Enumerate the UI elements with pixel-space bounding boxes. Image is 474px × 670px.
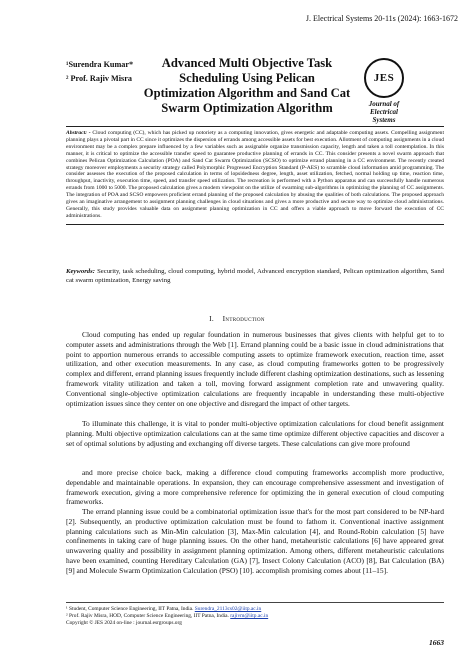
- keywords-paragraph: [66, 268, 444, 285]
- abstract-label: Abstract: -: [66, 130, 91, 136]
- section-title: Introduction: [222, 314, 265, 323]
- logo-line-1: Journal of: [368, 100, 400, 108]
- logo-line-2: Electrical: [370, 108, 398, 116]
- paper-title: Advanced Multi Objective Task Scheduling Using Pelican Optimization Algorithm and Sand Cat Swarm Optimization Algorithm: [143, 56, 351, 115]
- body-paragraph: The errand planning issue could be a combinatorial optimization issue that's for the most part considered to be NP-hard [2]. Subsequently, an productive optimization calculation must be found to fathom it. Conventional inactive assignment planning calculations such as Min-Min calculation [3], Max-Min calculation [4], and Round-Robin calculation [5] have confinements in taking care of huge planning issues. On the other hand, metaheuristic calculations [6] have appeared great unwavering quality and possibility in assignment planning optimization. Among others, different metaheuristic calculations have been examined, counting Hereditary Calculation (GA) [7], Insect Colony Calculation (ACO) [8], Bat Calculation (BA) [9] and Molecule Swarm Optimization Calculation (PSO) [10]. accomplish promising comes about [11–15].: [66, 507, 444, 575]
- logo-journal-name: [358, 100, 410, 124]
- logo-emblem: [364, 58, 404, 98]
- section-heading: [0, 314, 474, 323]
- footnote-1-text: ¹ Student, Computer Science Engineering, IIT Patna, India.: [66, 606, 194, 612]
- page-number: 1663: [429, 638, 444, 647]
- abstract-section: [66, 126, 444, 225]
- footnote-2-text: ² Prof. Rajiv Misra, HOD, Computer Science Engineering, IIT Patna, India.: [66, 613, 229, 620]
- footnotes: [66, 602, 444, 628]
- author-2: ² Prof. Rajiv Misra: [66, 74, 132, 83]
- journal-logo: [358, 58, 410, 124]
- keywords-text: Security, task scheduling, cloud computing, hybrid model, Advanced encryption standard, Pelican optimization algorithm, Sand cat swarm optimization, Energy saving: [66, 268, 445, 284]
- section-number: I.: [209, 314, 215, 323]
- body-paragraph: To illuminate this challenge, it is vital to ponder multi-objective optimization calculations for cloud benefit assignment planning. Multi objective optimization calculations can at the same time optimize different objective capacities and discover a set of optimal solutions by adjusting and exchanging off diverse targets. These calculations can give more profound: [66, 419, 444, 448]
- email-link-2[interactable]: rajivm@iitp.ac.in: [230, 613, 269, 620]
- email-link-1[interactable]: Surendra_2113cs02@iitp.ac.in: [194, 606, 262, 612]
- body-paragraph: and more precise choice back, making a difference cloud computing frameworks accomplish more productive, dependable and maintainable operations. In expansion, they can encourage comprehensive assessment and investigation of framework execution, giving a more comprehensive reference for optimizing the in general execution of cloud computing frameworks.: [66, 468, 444, 507]
- logo-line-3: Systems: [372, 116, 396, 124]
- author-1: ¹Surendra Kumar*: [66, 60, 134, 69]
- body-paragraph: Cloud computing has ended up regular foundation in numerous businesses that gives clients with helpful get to to computer assets and administrations through the Web [1]. Errand planning could be a basic issue in cloud administrations that point to apportion numerous errands to accessible computing assets to optimize framework execution, reaction time, asset utilization, and other execution measurements. In any case, as cloud computing frameworks gotten to be progressively complex and different, errand planning issues frequently include different clashing optimization destinations, such as lessening framework vitality utilization and taken a toll, moving forward assignment completion rate and unwavering quality. Conventional single-objective optimization calculations are frequently incapable in understanding these multi-objective optimization issues since they center on one objective and disregard the impact of other targets.: [66, 330, 444, 408]
- abstract-text: Cloud computing (CC), which has picked up notoriety as a computing innovation, gives energetic and adaptable computing assets. Compelling assignment planning plays a pivotal part in CC since it optimizes the dispersion of errands among accessible assets for best execution. Allotment of computing assignments in a cloud environment may be a complex prepare influenced by a few variables such as assignable organize transmission capacity, length and taken a toll contemplation. In this manner, it is critical to optimize the accessible transfer speed to guarantee productive planning of errands in CC. This consider presents a novel swarm approach that combines Pelican Optimization Calculation (POA) and Sand Cat Swarm Optimization (SCSO) to optimize errand planning in a CC environment. The recently created strategy moreover employments a security strategy called Polymorphic Progressed Encryption Standard (P-AES) to scramble cloud information amid programming. The consider assesses the execution of the proposed calculation in terms of lopsidedness degree, length, asset utilization, fetched, normal holding up time, reaction time, throughput, inactivity, execution time, speed, and transfer speed utilization. The recreation is performed with a Python apparatus and can successfully handle numerous errands from 1000 to 5000. The proposed calculation gives a modern viewpoint on the utilize of swarming sub-algorithms in optimizing the planning of CC assignments. The integration of POA and SCSO empowers proficient errand planning of the proposed calculation by abusing the qualities of both calculations. The proposed approach gives an imaginative arrangement to assignment planning challenges in cloud situations and gives a more productive and secure way to optimize cloud administrations. Generally, this study provides valuable data on assignment planning optimization in CC and offers a viable approach to move forward the execution of CC administrations.: [66, 130, 444, 219]
- keywords-label: Keywords:: [66, 268, 95, 275]
- copyright-line: Copyright © JES 2024 on-line : journal.esrgroups.org: [66, 620, 182, 627]
- abstract-paragraph: [66, 127, 444, 224]
- logo-mark: JES: [373, 72, 395, 84]
- author-list: [66, 58, 133, 86]
- journal-reference: J. Electrical Systems 20-11s (2024): 1663-1672: [305, 14, 458, 23]
